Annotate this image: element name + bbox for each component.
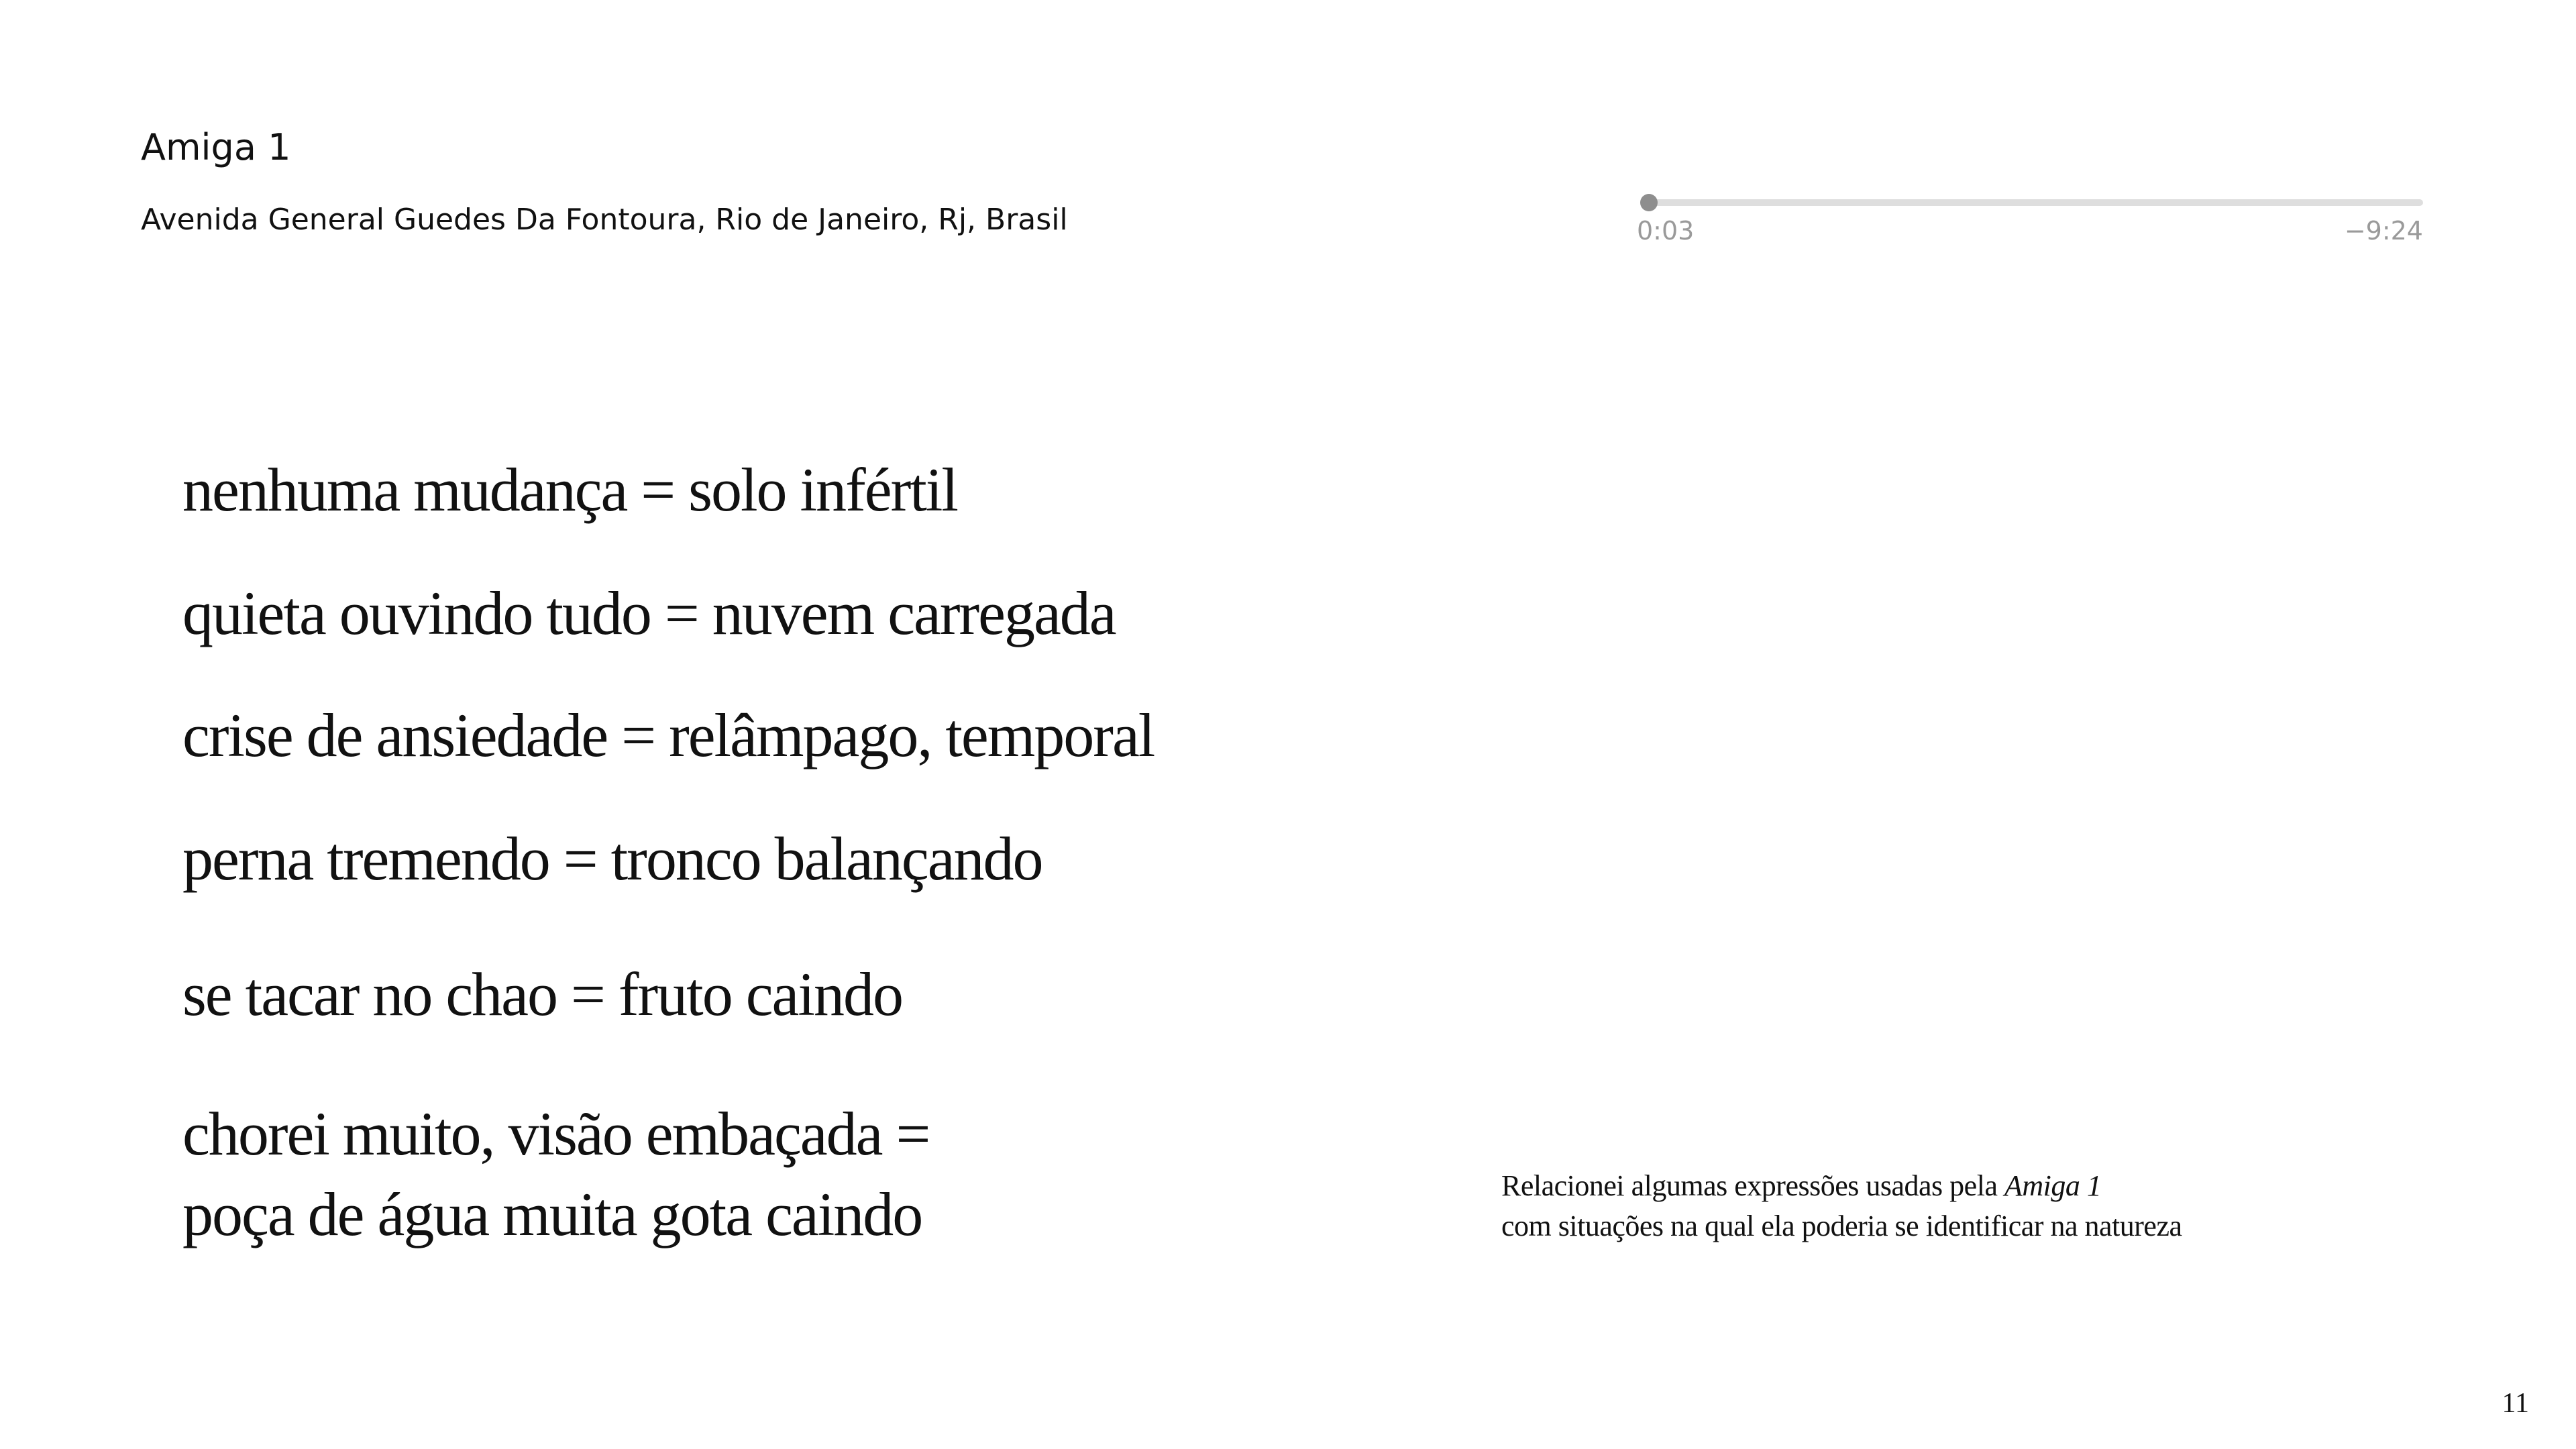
expression-pair-5: se tacar no chao = fruto caindo bbox=[182, 960, 902, 1028]
expression-pair-6-line-2: poça de água muita gota caindo bbox=[182, 1180, 922, 1248]
expression-pair-1: nenhuma mudança = solo infértil bbox=[182, 455, 957, 524]
progress-thumb[interactable] bbox=[1640, 194, 1658, 211]
caption-line-1-text: Relacionei algumas expressões usadas pela bbox=[1501, 1169, 2004, 1202]
caption-note bbox=[1501, 1166, 2182, 1246]
progress-track[interactable] bbox=[1645, 199, 2423, 206]
caption-line-1 bbox=[1501, 1166, 2182, 1206]
expression-pair-6-line-1: chorei muito, visão embaçada = bbox=[182, 1099, 930, 1168]
audio-player bbox=[1637, 188, 2423, 255]
expression-pair-6 bbox=[182, 1093, 929, 1254]
elapsed-time: 0:03 bbox=[1637, 216, 1695, 246]
expression-pair-2: quieta ouvindo tudo = nuvem carregada bbox=[182, 579, 1116, 647]
speaker-title: Amiga 1 bbox=[141, 126, 291, 168]
caption-italic-name: Amiga 1 bbox=[2004, 1169, 2102, 1202]
expression-pair-3: crise de ansiedade = relâmpago, temporal bbox=[182, 701, 1155, 769]
page-number: 11 bbox=[2502, 1388, 2529, 1419]
caption-line-2: com situações na qual ela poderia se identificar na natureza bbox=[1501, 1210, 2182, 1242]
remaining-time: −9:24 bbox=[2344, 216, 2423, 246]
expression-pair-4: perna tremendo = tronco balançando bbox=[182, 824, 1042, 893]
location-subtitle: Avenida General Guedes Da Fontoura, Rio de Janeiro, Rj, Brasil bbox=[141, 203, 1068, 237]
